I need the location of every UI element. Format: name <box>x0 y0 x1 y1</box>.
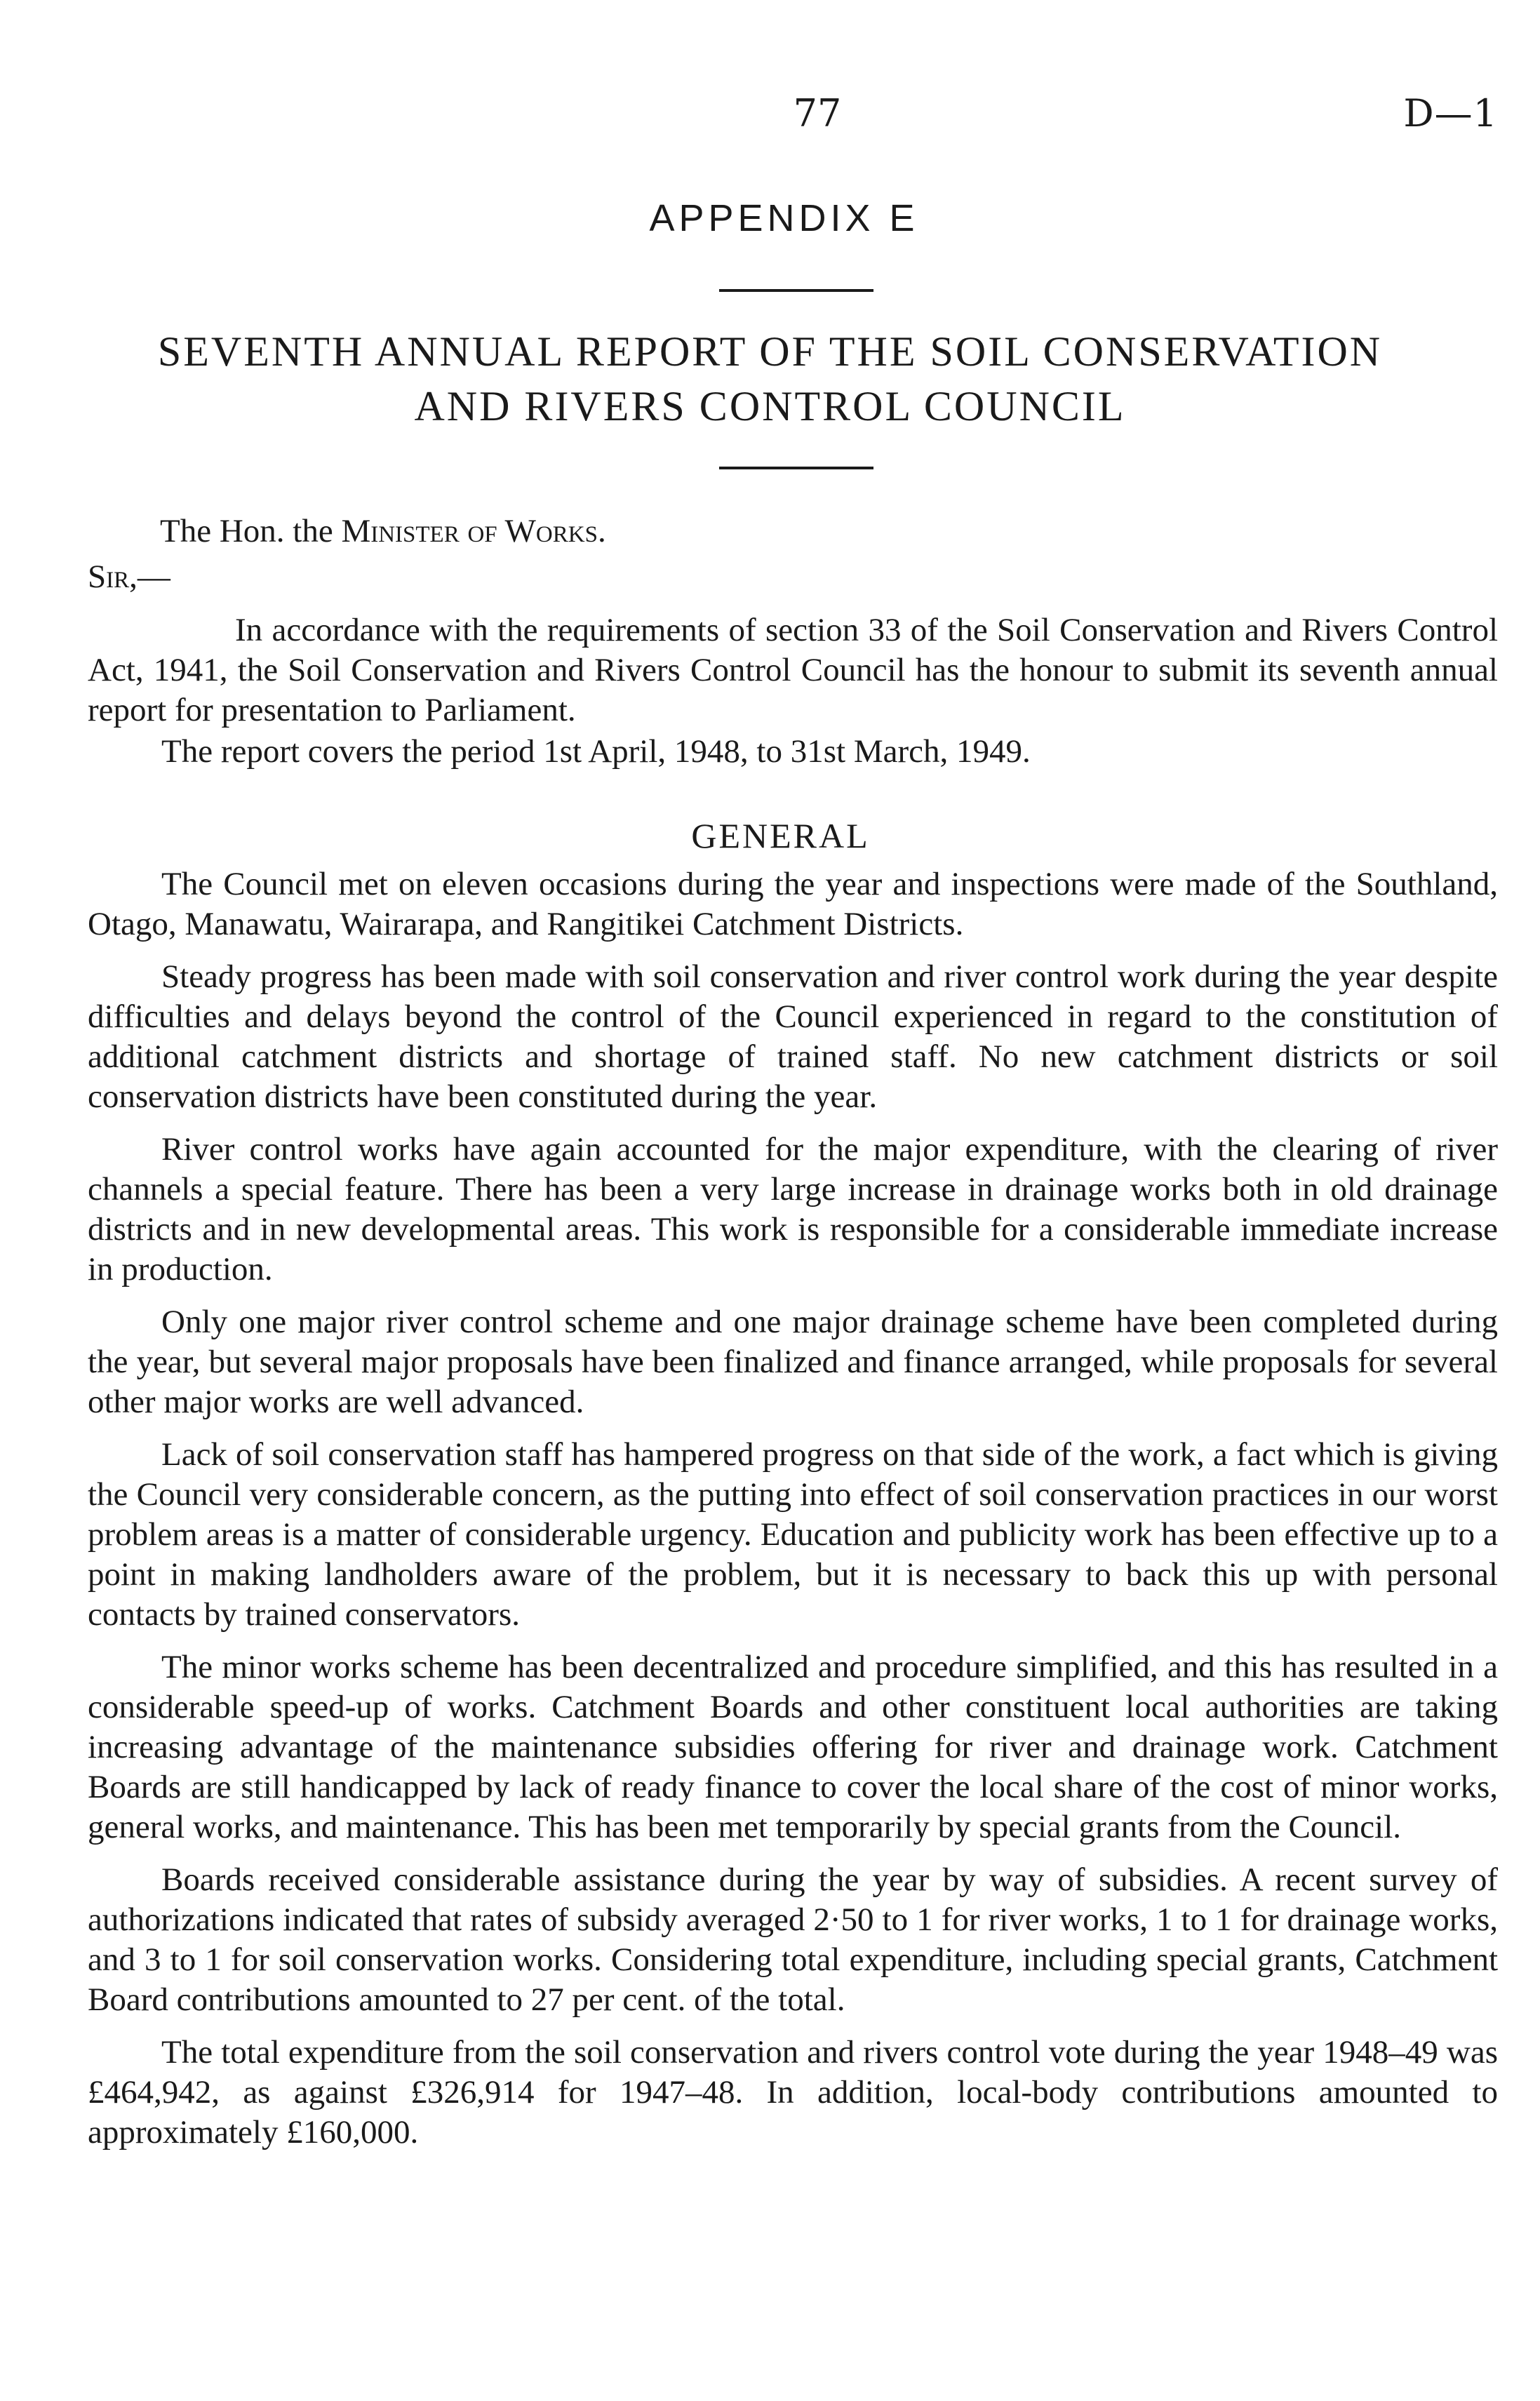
intro-block <box>88 610 1498 773</box>
title-divider-bottom <box>719 467 873 469</box>
body-paragraph-6: The minor works scheme has been decentralized and procedure simplified, and this has resulted in a considerable speed-up of works. Catchment Boards and other constituent local authorities are taking increasing advantage of the maintenance subsidies offering for river and drainage work. Catchment Boards are still handicapped by lack of ready finance to cover the local share of the cost of minor works, general works, and maintenance. This has been met temporarily by special grants from the Council. <box>88 1649 1498 1845</box>
page-number: 77 <box>793 91 842 135</box>
intro-paragraph-2: The report covers the period 1st April, 1948, to 31st March, 1949. <box>161 733 1031 770</box>
section-heading-general: GENERAL <box>691 816 870 855</box>
appendix-title: APPENDIX E <box>649 197 919 239</box>
general-section-body <box>88 864 1498 2165</box>
addressee-title: Minister of Works. <box>341 513 606 549</box>
body-paragraph-3: River control works have again accounted for the major expenditure, with the clearing of river channels a special feature. There has been a very large increase in drainage works both in old drainage districts and in new developmental areas. This work is responsible for a considerable immediate increase in production. <box>88 1131 1498 1288</box>
body-paragraph-1: The Council met on eleven occasions during the year and inspections were made of the Southland, Otago, Manawatu, Wairarapa, and Rangitikei Catchment Districts. <box>88 866 1498 942</box>
body-paragraph-5: Lack of soil conservation staff has hampered progress on that side of the work, a fact which is giving the Council very considerable concern, as the putting into effect of soil conservation practices in our worst problem areas is a matter of considerable urgency. Education and publicity work has been effective up to a point in making landholders aware of the problem, but it is necessary to back this up with personal contacts by trained conservators. <box>88 1436 1498 1633</box>
intro-paragraph-1: In accordance with the requirements of section 33 of the Soil Conservation and Rivers Control Act, 1941, the Soil Conservation and Rivers Control Council has the honour to submit its seventh annual report for presentation to Parliament. <box>88 612 1498 728</box>
body-paragraph-2: Steady progress has been made with soil conservation and river control work during the year despite difficulties and delays beyond the control of the Council experienced in regard to the constitution of additional catchment districts and shortage of trained staff. No new catchment districts or soil conservation districts have been constituted during the year. <box>88 958 1498 1115</box>
report-title <box>42 324 1498 434</box>
body-paragraph-4: Only one major river control scheme and one major drainage scheme have been completed during the year, but several major proposals have been finalized and finance arranged, while proposals for several other major works are well advanced. <box>88 1304 1498 1420</box>
document-code: D—1 <box>1403 91 1498 135</box>
salutation: Sir,— <box>88 559 170 595</box>
addressee <box>160 512 606 550</box>
addressee-prefix: The Hon. the <box>160 513 342 549</box>
title-divider-top <box>719 289 873 292</box>
report-title-line-1: SEVENTH ANNUAL REPORT OF THE SOIL CONSERVATION <box>157 328 1383 375</box>
report-title-line-2: AND RIVERS CONTROL COUNCIL <box>414 383 1126 429</box>
page-header <box>0 91 1540 154</box>
body-paragraph-8: The total expenditure from the soil conservation and rivers control vote during the year 1948–49 was £464,942, as against £326,914 for 1947–48. In addition, local-body contributions amounted to approximately £160,000. <box>88 2034 1498 2151</box>
body-paragraph-7: Boards received considerable assistance during the year by way of subsidies. A recent survey of authorizations indicated that rates of subsidy averaged 2·50 to 1 for river works, 1 to 1 for drainage works, and 3 to 1 for soil conservation works. Considering total expenditure, including special grants, Catchment Board contributions amounted to 27 per cent. of the total. <box>88 1861 1498 2018</box>
